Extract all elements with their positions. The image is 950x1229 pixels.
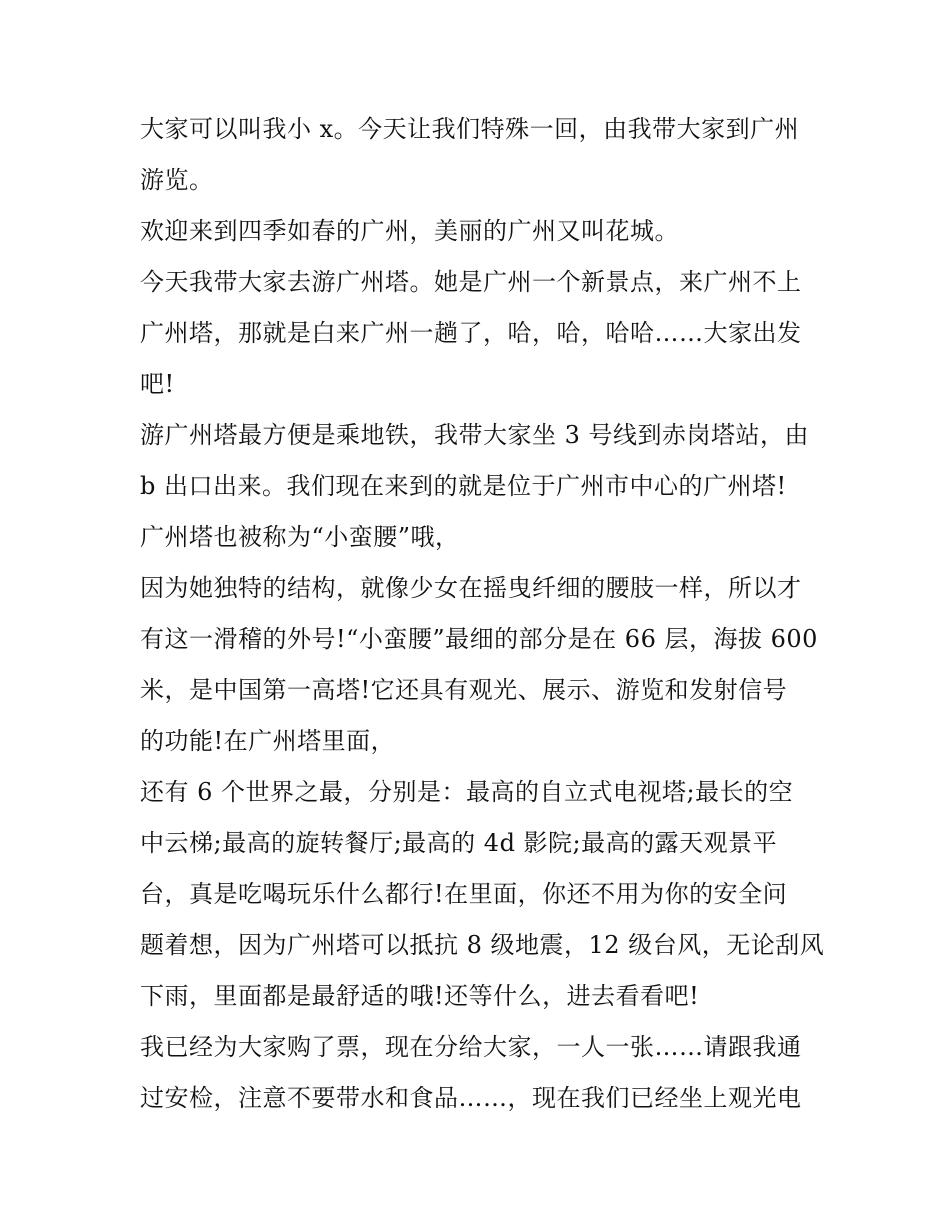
text-line: 的功能!在广州塔里面， (140, 727, 396, 755)
text-line: 题着想，因为广州塔可以抵抗 8 级地震，12 级台风，无论刮风 (140, 931, 825, 959)
text-line: 过安检，注意不要带水和食品……，现在我们已经坐上观光电 (140, 1084, 802, 1112)
text-line: 我已经为大家购了票，现在分给大家，一人一张……请跟我通 (140, 1033, 802, 1061)
text-line: 还有 6 个世界之最，分别是：最高的自立式电视塔;最长的空 (140, 778, 794, 806)
text-line: 今天我带大家去游广州塔。她是广州一个新景点，来广州不上 (140, 268, 802, 296)
text-line: b 出口出来。我们现在来到的就是位于广州市中心的广州塔! (140, 472, 787, 500)
text-line: 因为她独特的结构，就像少女在摇曳纤细的腰肢一样，所以才 (140, 574, 802, 602)
document-body (140, 104, 830, 1124)
text-line: 吧! (140, 370, 175, 398)
text-line: 台，真是吃喝玩乐什么都行!在里面，你还不用为你的安全问 (140, 880, 788, 908)
text-line: 中云梯;最高的旋转餐厅;最高的 4d 影院;最高的露天观景平 (140, 829, 778, 857)
text-line: 广州塔，那就是白来广州一趟了，哈，哈，哈哈……大家出发 (140, 319, 802, 347)
text-line: 欢迎来到四季如春的广州，美丽的广州又叫花城。 (140, 217, 679, 245)
text-line: 米，是中国第一高塔!它还具有观光、展示、游览和发射信号 (140, 676, 788, 704)
text-line: 游广州塔最方便是乘地铁，我带大家坐 3 号线到赤岗塔站，由 (140, 421, 810, 449)
text-line: 有这一滑稽的外号!“小蛮腰”最细的部分是在 66 层，海拔 600 (140, 625, 818, 653)
text-line: 下雨，里面都是最舒适的哦!还等什么，进去看看吧! (140, 982, 700, 1010)
text-line: 游览。 (140, 166, 214, 194)
text-line: 广州塔也被称为“小蛮腰”哦， (140, 523, 460, 551)
text-line: 大家可以叫我小 x。今天让我们特殊一回，由我带大家到广州 (140, 115, 800, 143)
